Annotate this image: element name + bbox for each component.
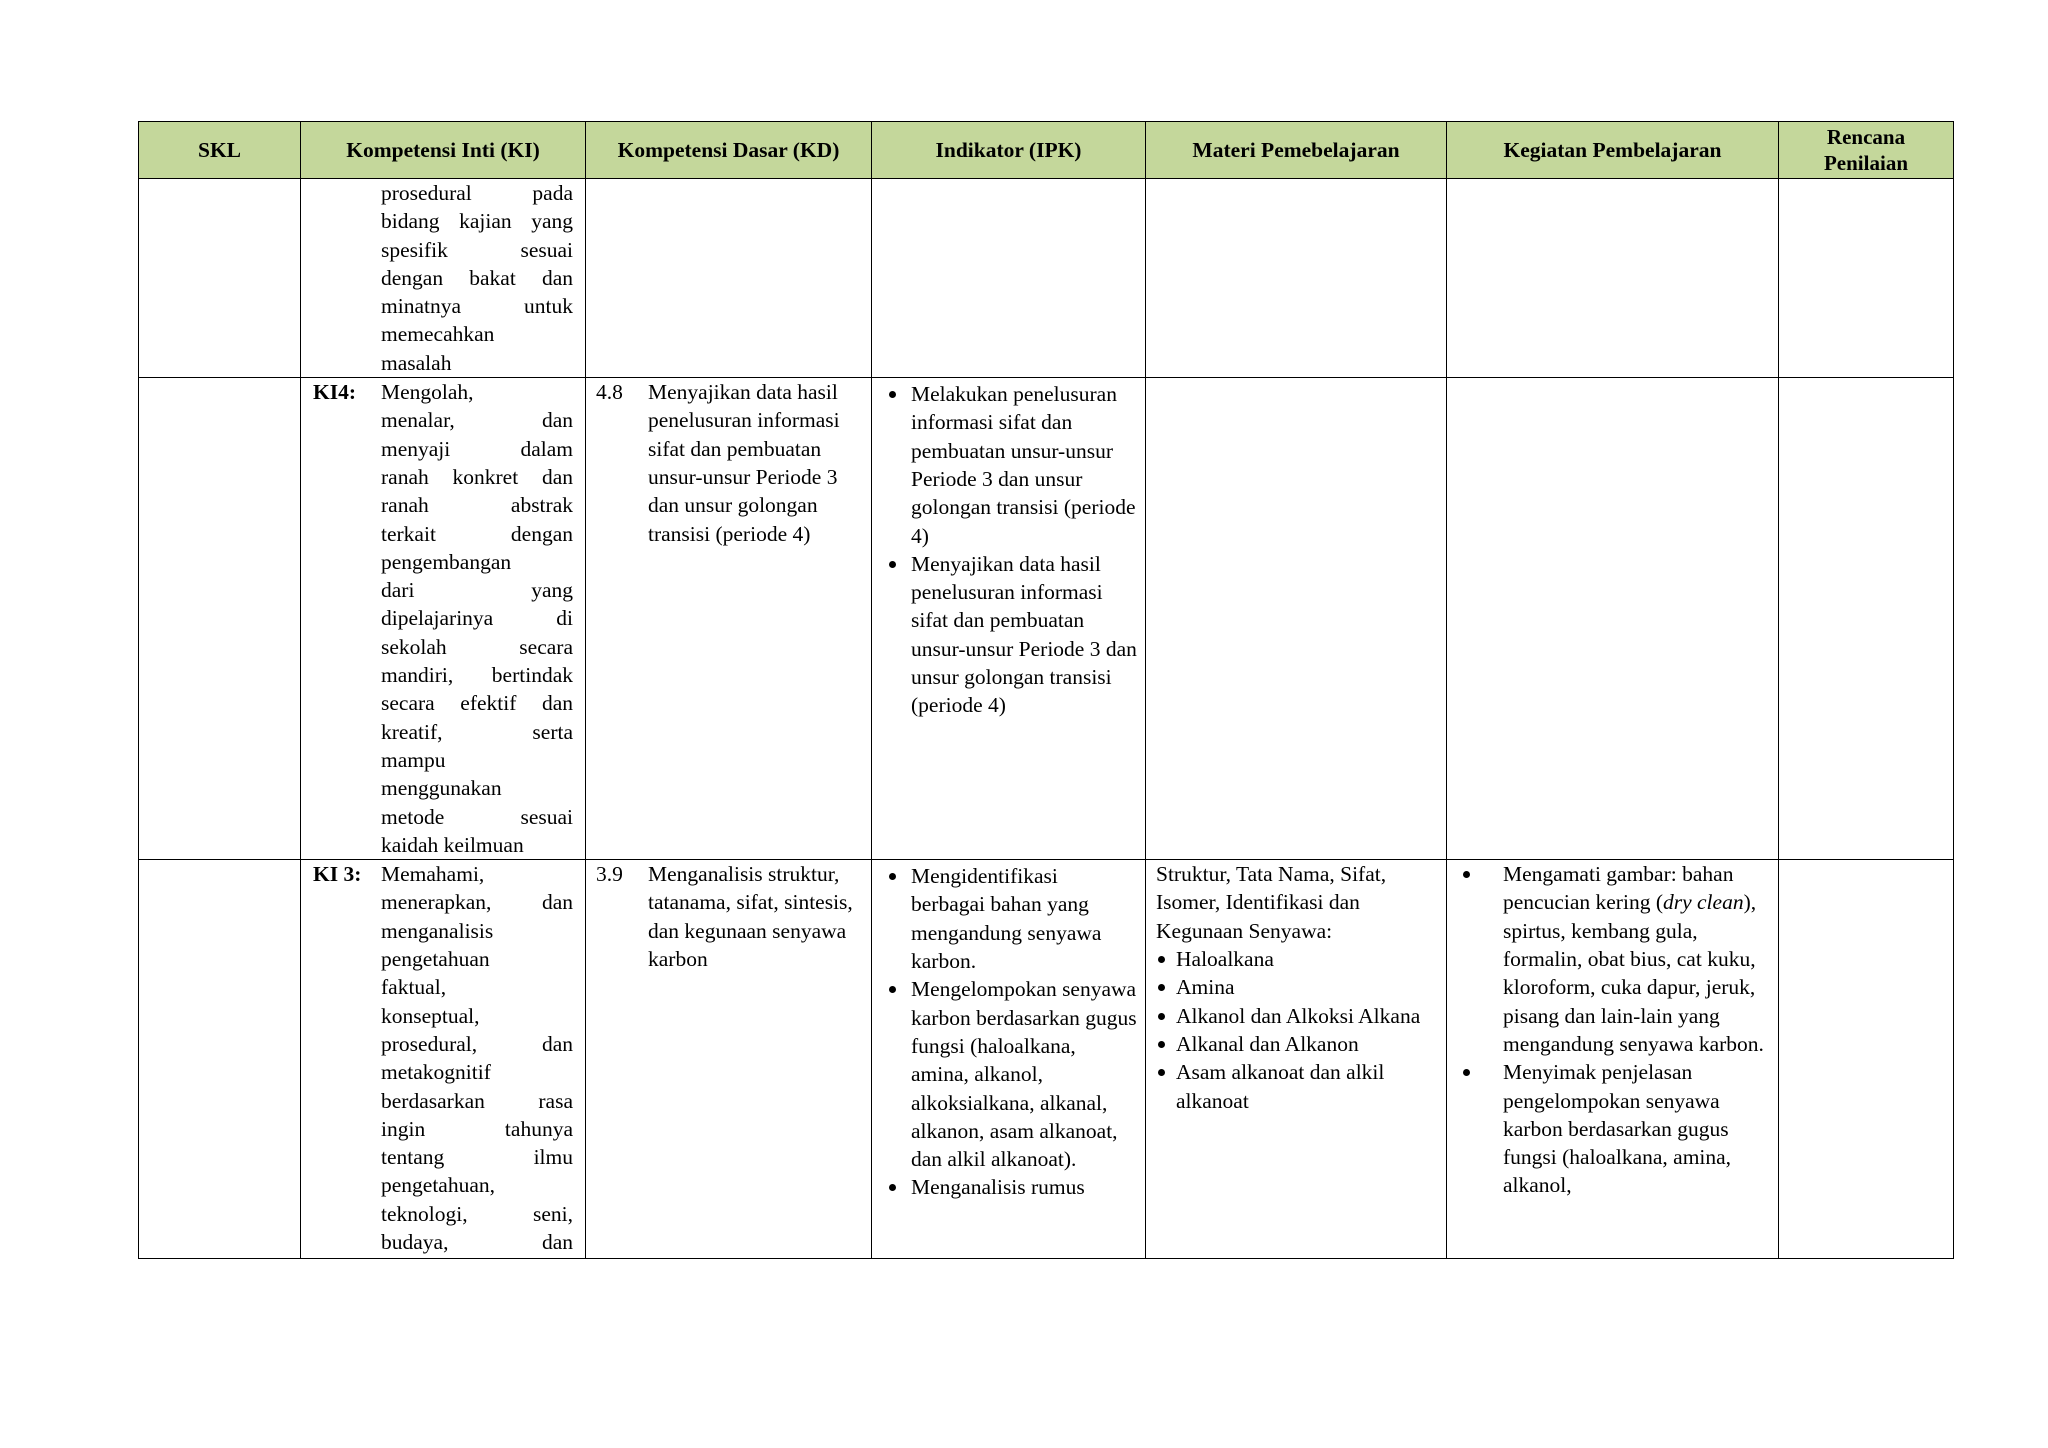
ki-line: dari yang <box>381 578 573 603</box>
list-item: Amina <box>1156 973 1436 1001</box>
ki-line: budaya, dan <box>381 1229 573 1254</box>
ki-line: Mengolah, <box>381 380 474 405</box>
penilaian-cell <box>1779 179 1954 378</box>
ki-line: ingin tahunya <box>381 1116 573 1141</box>
ki-line: metode sesuai <box>381 804 573 829</box>
ki-line: Memahami, <box>381 862 485 887</box>
ki-line: ranah konkret dan <box>381 464 573 489</box>
ki-text <box>381 860 573 1256</box>
materi-list <box>1156 945 1436 1115</box>
ki-line: mandiri, bertindak <box>381 663 573 688</box>
ki-line: terkait dengan <box>381 521 573 546</box>
kegiatan-text: Mengamati gambar: bahan pencucian kering ( <box>1503 862 1734 915</box>
ki-line: metakognitif <box>381 1060 491 1085</box>
list-item: Melakukan penelusuran informasi sifat dan pembuatan unsur-unsur Periode 3 dan unsur golongan transisi (periode 4) <box>884 380 1137 550</box>
ipk-list <box>872 378 1145 720</box>
table-row <box>139 179 1954 378</box>
list-item: Menyimak penjelasan pengelompokan senyawa karbon berdasarkan gugus fungsi (haloalkana, amina, alkanol, <box>1457 1058 1768 1199</box>
materi-cell <box>1146 378 1447 860</box>
penilaian-cell <box>1779 378 1954 860</box>
ki-line: secara efektif dan <box>381 691 573 716</box>
header-kompetensi-dasar: Kompetensi Dasar (KD) <box>586 122 872 179</box>
kd-number: 4.8 <box>596 380 623 405</box>
ki-line: berdasarkan rasa <box>381 1088 573 1113</box>
ki-line: ranah abstrak <box>381 493 573 518</box>
ki-cell <box>301 378 586 860</box>
ki-line: pengetahuan <box>381 947 490 972</box>
ki-text <box>381 378 573 859</box>
ki-line: prosedural, dan <box>381 1031 573 1056</box>
ki-code: KI 3: <box>313 862 362 887</box>
ki-line: menyaji dalam <box>381 436 573 461</box>
ki-block <box>301 378 585 859</box>
skl-cell <box>139 860 301 1259</box>
ipk-cell <box>872 179 1146 378</box>
kd-number: 3.9 <box>596 862 623 887</box>
ki-line: pengembangan <box>381 549 512 574</box>
table-row <box>139 860 1954 1259</box>
list-item: Alkanal dan Alkanon <box>1156 1030 1436 1058</box>
lesson-plan-table <box>138 121 1954 1259</box>
ki-line: menganalisis <box>381 918 494 943</box>
kegiatan-text: ), spirtus, kembang gula, formalin, obat bius, cat kuku, kloroform, cuka dapur, jeruk, pisang dan lain-lain yang mengandung senyawa karbon. <box>1503 890 1764 1056</box>
ki-code: KI4: <box>313 380 356 405</box>
ki-line: minatnya untuk <box>381 294 573 319</box>
penilaian-cell <box>1779 860 1954 1259</box>
ki-cell <box>301 179 586 378</box>
ki-line: teknologi, seni, <box>381 1201 573 1226</box>
materi-intro: Struktur, Tata Nama, Sifat, Isomer, Identifikasi dan Kegunaan Senyawa: <box>1156 862 1387 943</box>
list-item: Menganalisis rumus <box>884 1173 1137 1201</box>
kegiatan-cell <box>1447 860 1779 1259</box>
kd-block <box>586 378 871 548</box>
ki-line: memecahkan <box>381 322 495 347</box>
header-kegiatan: Kegiatan Pembelajaran <box>1447 122 1779 179</box>
header-skl: SKL <box>139 122 301 179</box>
ki-line: spesifik sesuai <box>381 237 573 262</box>
ki-line: kaidah keilmuan <box>381 832 524 857</box>
ki-line: kreatif, serta <box>381 719 573 744</box>
kegiatan-cell <box>1447 179 1779 378</box>
list-item: Asam alkanoat dan alkil alkanoat <box>1156 1058 1436 1115</box>
ki-cell <box>301 860 586 1259</box>
ki-line: menalar, dan <box>381 408 573 433</box>
ki-line: faktual, <box>381 975 447 1000</box>
ki-line: pengetahuan, <box>381 1173 496 1198</box>
ki-continued-text <box>301 179 585 377</box>
kegiatan-cell <box>1447 378 1779 860</box>
kd-cell <box>586 179 872 378</box>
skl-cell <box>139 179 301 378</box>
ipk-cell <box>872 378 1146 860</box>
ki-line: mampu <box>381 747 446 772</box>
kegiatan-italic-term: dry clean <box>1662 890 1744 915</box>
list-item <box>1457 860 1768 1058</box>
kd-text: Menganalisis struktur, tatanama, sifat, sintesis, dan kegunaan senyawa karbon <box>648 862 853 972</box>
ki-line: masalah <box>381 350 452 375</box>
materi-cell <box>1146 179 1447 378</box>
ki-line: menerapkan, dan <box>381 890 573 915</box>
kegiatan-list <box>1447 860 1778 1200</box>
table-header-row <box>139 122 1954 179</box>
ki-line: sekolah secara <box>381 634 573 659</box>
materi-block <box>1146 860 1446 1115</box>
header-indikator: Indikator (IPK) <box>872 122 1146 179</box>
header-rencana-penilaian <box>1779 122 1954 179</box>
kd-block <box>586 860 871 973</box>
ki-line: prosedural pada <box>381 181 573 205</box>
table-row <box>139 378 1954 860</box>
list-item: Menyajikan data hasil penelusuran informasi sifat dan pembuatan unsur-unsur Periode 3 dan unsur golongan transisi (periode 4) <box>884 550 1137 720</box>
ipk-cell <box>872 860 1146 1259</box>
header-penilaian-line-2: Penilaian <box>1823 151 1908 175</box>
list-item: Mengelompokan senyawa karbon berdasarkan gugus fungsi (haloalkana, amina, alkanol, alkoksialkana, alkanal, alkanon, asam alkanoat, dan alkil alkanoat). <box>884 975 1137 1173</box>
header-materi: Materi Pemebelajaran <box>1146 122 1447 179</box>
ki-line: bidang kajian yang <box>381 209 573 234</box>
ki-line: dipelajarinya di <box>381 606 573 631</box>
kd-cell <box>586 378 872 860</box>
materi-cell <box>1146 860 1447 1259</box>
skl-cell <box>139 378 301 860</box>
ipk-list <box>872 860 1145 1202</box>
list-item: Mengidentifikasi berbagai bahan yang mengandung senyawa karbon. <box>884 862 1137 975</box>
kd-text: Menyajikan data hasil penelusuran informasi sifat dan pembuatan unsur-unsur Periode 3 dan unsur golongan transisi (periode 4) <box>648 380 840 546</box>
ki-block <box>301 860 585 1256</box>
ki-line: konseptual, <box>381 1003 480 1028</box>
list-item: Alkanol dan Alkoksi Alkana <box>1156 1002 1436 1030</box>
ki-line: menggunakan <box>381 776 502 801</box>
ki-line: tentang ilmu <box>381 1145 573 1170</box>
ki-line: dengan bakat dan <box>381 265 573 290</box>
kd-cell <box>586 860 872 1259</box>
list-item: Haloalkana <box>1156 945 1436 973</box>
header-kompetensi-inti: Kompetensi Inti (KI) <box>301 122 586 179</box>
header-penilaian-line-1: Rencana <box>1826 125 1906 149</box>
